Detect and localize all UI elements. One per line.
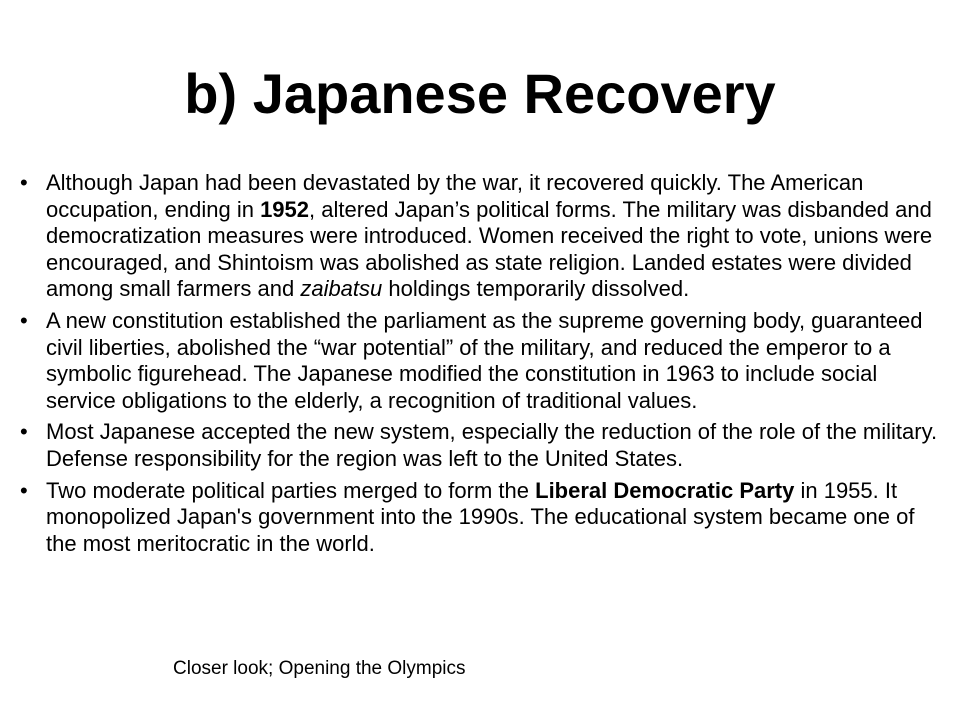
bullet-text <box>46 308 923 413</box>
bullet-text-segment: Two moderate political parties merged to form the <box>46 477 536 503</box>
bullet-text <box>46 419 937 471</box>
closer-look-link[interactable]: Closer look; Opening the Olympics <box>173 658 466 679</box>
bullet-text-segment: , altered Japan’s political forms. The military was disbanded and democratization measures were introduced. Women received the right to vote, unions were encouraged, and Shintoism was abolished as state religion. Landed estates were divided among small farmers and <box>46 196 933 302</box>
bullet-text-segment: Although Japan had been devastated by the war, it recovered quickly. The American occupation, ending in <box>46 170 864 222</box>
zaibatsu-term: zaibatsu <box>300 276 383 302</box>
bullet-text-segment: A new constitution established the parliament as the supreme governing body, guaranteed civil liberties, abolished the “war potential” of the military, and reduced the emperor to a symbolic figurehead. The Japanese modified the constitution in 1963 to include social service obligations to the elderly, a recognition of traditional values. <box>46 307 923 413</box>
bullet-dot-icon: • <box>20 419 28 445</box>
slide-title: b) Japanese Recovery <box>184 62 776 125</box>
year-1952: 1952 <box>260 196 310 222</box>
bullet-text-segment: Most Japanese accepted the new system, especially the reduction of the role of the military. Defense responsibility for the region was left to the United States. <box>46 419 938 471</box>
bullet-list <box>20 170 940 562</box>
bullet-text-segment: in 1955. It monopolized Japan's government into the 1990s. The educational system became one of the most meritocratic in the world. <box>46 477 915 556</box>
bullet-dot-icon: • <box>20 170 28 195</box>
bullet-text <box>46 170 932 301</box>
bullet-text-segment: holdings temporarily dissolved. <box>382 276 690 302</box>
bullet-text <box>46 478 914 556</box>
bullet-dot-icon: • <box>20 307 28 333</box>
bullet-item <box>20 419 940 472</box>
bullet-item <box>20 478 940 558</box>
bullet-dot-icon: • <box>20 477 28 503</box>
bullet-item <box>20 308 940 414</box>
bullet-item <box>20 170 940 303</box>
liberal-democratic-party-term: Liberal Democratic Party <box>535 477 795 503</box>
